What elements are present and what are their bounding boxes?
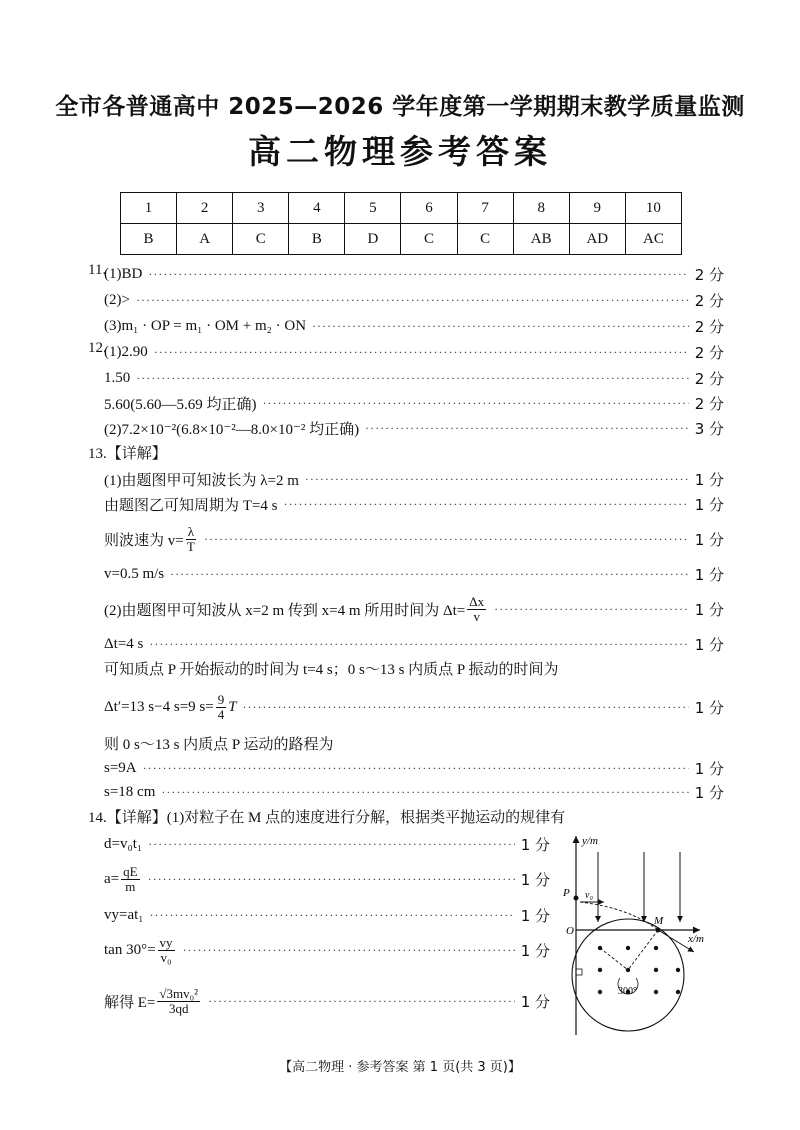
answer-key-subtitle: 高二物理参考答案 (248, 132, 552, 171)
q13-line-3 (104, 522, 724, 556)
q12-item-text: (2)7.2×10⁻²(6.8×10⁻²—8.0×10⁻² 均正确) (104, 421, 360, 438)
q14-item-text: d=v₀t₁ (104, 835, 143, 852)
x-axis-label: x/m (688, 933, 704, 945)
q11-line-3 (104, 314, 724, 338)
table-cell-answer: A (177, 224, 233, 255)
q13-item-score: 1 分 (694, 698, 724, 717)
q11-label: 11. (88, 262, 107, 278)
q14-line-1 (104, 832, 550, 856)
exam-title: 全市各普通高中 2025—2026 学年度第一学期期末教学质量监测 (55, 94, 745, 120)
q11-item-score: 2 分 (694, 291, 724, 310)
fraction (216, 693, 227, 721)
q13-item-text: v=0.5 m/s (104, 565, 165, 582)
table-cell-answer: AB (513, 224, 569, 255)
q14-item-score: 1 分 (520, 835, 550, 854)
fraction-denominator: 4 (217, 706, 225, 722)
table-cell-number: 7 (457, 193, 513, 224)
q13-item-score: 1 分 (694, 495, 724, 514)
radius-line (600, 948, 628, 970)
q12-item-score: 2 分 (694, 343, 724, 362)
q12-line-3 (104, 391, 724, 415)
fraction (467, 595, 486, 623)
q11-item-text: (1)BD (104, 265, 143, 282)
table-cell-number: 10 (625, 193, 681, 224)
q14-item-score: 1 分 (520, 870, 550, 889)
fraction (186, 525, 196, 553)
q11-item-text: (2)> (104, 291, 130, 308)
q13-item-score: 1 分 (694, 530, 724, 549)
table-cell-answer: D (345, 224, 401, 255)
table-cell-answer: AD (569, 224, 625, 255)
fraction (121, 865, 139, 893)
q12-line-4 (104, 416, 724, 440)
fraction-denominator: T (186, 538, 195, 554)
q14-item-text: 解得 E= (104, 994, 156, 1011)
q13-item-text: (1)由题图甲可知波长为 λ=2 m (104, 472, 299, 489)
fraction-numerator: qE (123, 863, 138, 879)
q13-line-2 (104, 492, 724, 516)
q13-line-4 (104, 562, 724, 586)
q11-item-score: 2 分 (694, 317, 724, 336)
q14-intro: (1)对粒子在 M 点的速度进行分解，根据类平抛运动的规律有 (166, 810, 566, 826)
fraction-numerator: λ (187, 523, 195, 539)
table-cell-number: 3 (233, 193, 289, 224)
q11-item-text: (3)m₁ · OP = m₁ · OM + m₂ · ON (104, 317, 307, 334)
q14-item-text: a= (104, 870, 120, 887)
q13-item-score: 1 分 (694, 635, 724, 654)
q14-item-text: tan 30°= (104, 941, 156, 958)
origin-label: O (566, 925, 574, 937)
q14-figure (560, 830, 710, 1045)
q12-item-score: 2 分 (694, 369, 724, 388)
radius-line (628, 930, 658, 970)
fraction (158, 936, 175, 964)
q13-item-text: (2)由题图甲可知波从 x=2 m 传到 x=4 m 所用时间为 Δt= (104, 602, 466, 619)
fraction-denominator: v (473, 608, 480, 624)
page-footer: 【高二物理 · 参考答案 第 1 页(共 3 页)】 (279, 1060, 521, 1075)
table-cell-answer: B (289, 224, 345, 255)
table-cell-answer: C (233, 224, 289, 255)
fraction-denominator: 3qd (168, 1000, 189, 1016)
q12-item-score: 3 分 (694, 419, 724, 438)
q13-line-9: 则 0 s～13 s 内质点 P 运动的路程为 (104, 737, 334, 753)
q12-item-text: 1.50 (104, 369, 131, 386)
answer-table-numbers-row (121, 193, 682, 224)
q13-item-text: Δt=4 s (104, 635, 144, 652)
fraction-numerator: √3mv₀² (159, 985, 199, 1001)
point-m-label: M (654, 915, 664, 927)
q13-item-text: s=9A (104, 759, 137, 776)
q14-line-4 (104, 933, 550, 967)
q12-label: 12. (88, 340, 107, 356)
answer-table-answers-row (121, 224, 682, 255)
q13-item-text: 由题图乙可知周期为 T=4 s (104, 497, 278, 514)
table-cell-number: 9 (569, 193, 625, 224)
q13-item-text: Δt′=13 s−4 s=9 s= (104, 698, 214, 715)
trajectory (580, 902, 658, 930)
right-angle-marker (576, 969, 582, 975)
q13-line-10 (104, 756, 724, 780)
q14-item-text: vy=at₁ (104, 906, 144, 923)
q13-item-tail: T (228, 698, 237, 715)
fraction-numerator: vy (159, 934, 173, 950)
table-cell-answer: C (457, 224, 513, 255)
q14-line-2 (104, 862, 550, 896)
q13-item-score: 1 分 (694, 759, 724, 778)
table-cell-answer: B (121, 224, 177, 255)
table-cell-answer: AC (625, 224, 681, 255)
q13-item-score: 1 分 (694, 470, 724, 489)
q14-line-5 (104, 983, 550, 1019)
table-cell-number: 1 (121, 193, 177, 224)
y-axis-label: y/m (582, 835, 598, 847)
velocity-label: v₀ (585, 890, 593, 901)
q13-item-score: 1 分 (694, 565, 724, 584)
q12-item-score: 2 分 (694, 394, 724, 413)
q13-item-text: 则波速为 v= (104, 532, 184, 549)
q13-label: 13.【详解】 (88, 446, 167, 462)
fraction (157, 987, 200, 1015)
table-cell-number: 8 (513, 193, 569, 224)
q11-line-1 (104, 262, 724, 286)
table-cell-answer: C (401, 224, 457, 255)
answer-table (120, 192, 682, 255)
q13-line-6 (104, 632, 724, 656)
point-p (574, 896, 579, 901)
table-cell-number: 4 (289, 193, 345, 224)
q12-line-2 (104, 366, 724, 390)
fraction-denominator: v₀ (160, 949, 172, 965)
q13-item-score: 1 分 (694, 783, 724, 802)
angle-label: 300° (618, 986, 637, 997)
table-cell-number: 6 (401, 193, 457, 224)
q11-item-score: 2 分 (694, 265, 724, 284)
q14-item-score: 1 分 (520, 906, 550, 925)
q11-line-2 (104, 288, 724, 312)
fraction-numerator: Δx (469, 593, 485, 609)
q12-line-1 (104, 340, 724, 364)
q14-label: 14.【详解】 (88, 810, 167, 826)
q13-line-11 (104, 780, 724, 804)
table-cell-number: 2 (177, 193, 233, 224)
q14-header (88, 806, 565, 827)
q14-line-3 (104, 903, 550, 927)
q13-line-5 (104, 592, 724, 626)
q13-item-text: s=18 cm (104, 783, 156, 800)
q13-line-7: 可知质点 P 开始振动的时间为 t=4 s；0 s～13 s 内质点 P 振动的时间为 (104, 662, 559, 678)
q14-item-score: 1 分 (520, 992, 550, 1011)
q12-item-text: 5.60(5.60—5.69 均正确) (104, 396, 257, 413)
q14-item-score: 1 分 (520, 941, 550, 960)
q13-line-1 (104, 467, 724, 491)
q13-item-score: 1 分 (694, 600, 724, 619)
fraction-numerator: 9 (217, 691, 225, 707)
q13-line-8 (104, 690, 724, 724)
field-dots (598, 946, 680, 994)
fraction-denominator: m (125, 878, 136, 894)
point-p-label: P (563, 887, 570, 899)
table-cell-number: 5 (345, 193, 401, 224)
q12-item-text: (1)2.90 (104, 343, 148, 360)
